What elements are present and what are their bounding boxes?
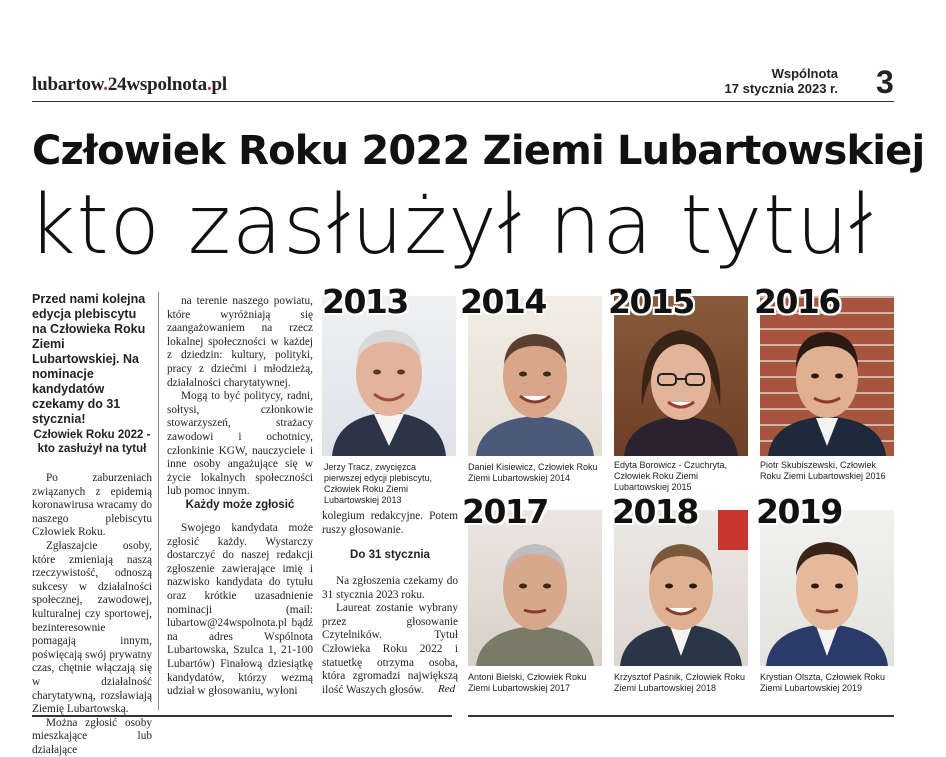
winner-caption-2017: Antoni Bielski, Człowiek Roku Ziemi Lubartowskiej 2017 bbox=[468, 672, 587, 693]
column2-paragraph: na terenie naszego powiatu, które wyróżniają się zaangażowaniem na rzecz lokalnej społeczności w każdej z dziedzin: kultury, polityki, pracy z dziećmi i młodzieżą, działalności charytatywnej. bbox=[167, 295, 313, 389]
site-url bbox=[32, 74, 227, 96]
column3-paragraph: Na zgłoszenia czekamy do 31 stycznia 2023 roku. bbox=[322, 575, 458, 601]
column3-subhead: Do 31 stycznia bbox=[350, 549, 430, 561]
article-signature: Red bbox=[438, 683, 456, 695]
site-url-domain: 24wspolnota bbox=[107, 74, 207, 95]
site-url-tld: pl bbox=[211, 74, 227, 95]
issue-date: 17 stycznia 2023 r. bbox=[724, 81, 838, 96]
winner-caption-2015: Edyta Borowicz - Czuchryta, Człowiek Roku Ziemi Lubartowskiej 2015 bbox=[614, 460, 728, 492]
column2-paragraph: Mogą to być politycy, radni, sołtysi, członkowie stowarzyszeń, strażacy zawodowi i ochotnicy, członkinie KGW, nauczyciele i inne osoby angażujące się w życie lokalnych społeczności lub pomoc innym. bbox=[167, 390, 313, 498]
column1-paragraph: Zgłaszajcie osoby, które zmieniają naszą rzeczywistość, odnoszą sukcesy w działalności społecznej, zawodowej, kulturalnej czy sportowej, bezinteresownie pomagają innym, poświęcają swój prywatny czas, chętnie włączają się w działalność charytatywną, rozsławiają Ziemię Lubartowską. bbox=[32, 539, 152, 716]
winner-photo-2017 bbox=[468, 510, 602, 666]
headline-title: Człowiek Roku 2022 Ziemi Lubartowskiej bbox=[32, 128, 925, 174]
winner-photo-2019 bbox=[760, 510, 894, 666]
winner-caption-2016: Piotr Skubiszewski, Człowiek Roku Ziemi Lubartowskiej 2016 bbox=[760, 460, 886, 481]
column1-paragraph: Po zaburzeniach związanych z epidemią koronawirusa wracamy do naszego plebiscytu Człowiek Roku. bbox=[32, 472, 152, 539]
paper-info bbox=[725, 66, 838, 96]
winner-photo-2018 bbox=[614, 510, 748, 666]
column2-body-top bbox=[167, 295, 313, 499]
column2-body-bottom bbox=[167, 522, 313, 699]
column2-subhead: Każdy może zgłosić bbox=[185, 499, 295, 511]
header-rule bbox=[32, 101, 894, 102]
page-number: 3 bbox=[876, 64, 894, 100]
winner-year-2017: 2017 bbox=[462, 492, 548, 531]
winner-year-2018: 2018 bbox=[612, 492, 698, 531]
column1-paragraph: Można zgłosić osoby mieszkające lub działające bbox=[32, 716, 152, 756]
winner-caption-2014: Daniel Kisiewicz, Człowiek Roku Ziemi Lubartowskiej 2014 bbox=[468, 462, 598, 483]
winner-year-2019: 2019 bbox=[756, 492, 842, 531]
bottom-rule-right bbox=[468, 715, 894, 717]
lead-paragraph: Przed nami kolejna edycja plebiscytu na Człowieka Roku Ziemi Lubartowskiej. Na nominacje kandydatów czekamy do 31 stycznia! bbox=[32, 292, 146, 426]
winner-caption-2013: Jerzy Tracz, zwycięzca pierwszej edycji plebiscytu, Człowiek Roku Ziemi Lubartowskiej 2013 bbox=[324, 462, 433, 505]
winner-year-2013: 2013 bbox=[322, 282, 408, 321]
winner-caption-2019: Krystian Olszta, Człowiek Roku Ziemi Lubartowskiej 2019 bbox=[760, 672, 886, 693]
column1-subhead: Człowiek Roku 2022 - kto zasłużył na tytuł bbox=[33, 429, 151, 455]
bottom-rule bbox=[32, 715, 452, 717]
headline-subtitle: kto zasłużył na tytuł bbox=[28, 178, 874, 273]
column3-body-bottom bbox=[322, 575, 458, 697]
site-url-prefix: lubartow bbox=[32, 74, 104, 95]
site-url-dot-2: . bbox=[206, 74, 212, 95]
winner-year-2015: 2015 bbox=[608, 282, 694, 321]
column3-body-top bbox=[322, 510, 458, 537]
column2-paragraph: Swojego kandydata może zgłosić każdy. Wystarczy dostarczyć do naszej redakcji zgłoszenie zawierające imię i nazwisko kandydata do tytułu oraz krótkie uzasadnienie nominacji (mail: lubartow@24wspolnota.pl bądź na adres Wspólnota Lubartowska, Szulca 1, 21-100 Lubartów) Finałową dziesiątkę kandydatów, którzy wezmą udział w głosowaniu, wyłoni bbox=[167, 522, 313, 698]
column-divider bbox=[158, 292, 159, 710]
paper-name: Wspólnota bbox=[771, 66, 838, 81]
winner-year-2014: 2014 bbox=[460, 282, 546, 321]
site-url-dot: . bbox=[103, 74, 108, 95]
winner-year-2016: 2016 bbox=[754, 282, 840, 321]
column3-paragraph: kolegium redakcyjne. Potem ruszy głosowanie. bbox=[322, 510, 458, 536]
winner-caption-2018: Krzysztof Paśnik, Człowiek Roku Ziemi Lubartowskiej 2018 bbox=[614, 672, 746, 693]
column3-paragraph: Laureat zostanie wybrany przez głosowanie Czytelników. Tytuł Człowieka Roku 2022 i statuetkę otrzyma osoba, która zgromadzi największą ilość Waszych głosów. bbox=[322, 602, 458, 696]
